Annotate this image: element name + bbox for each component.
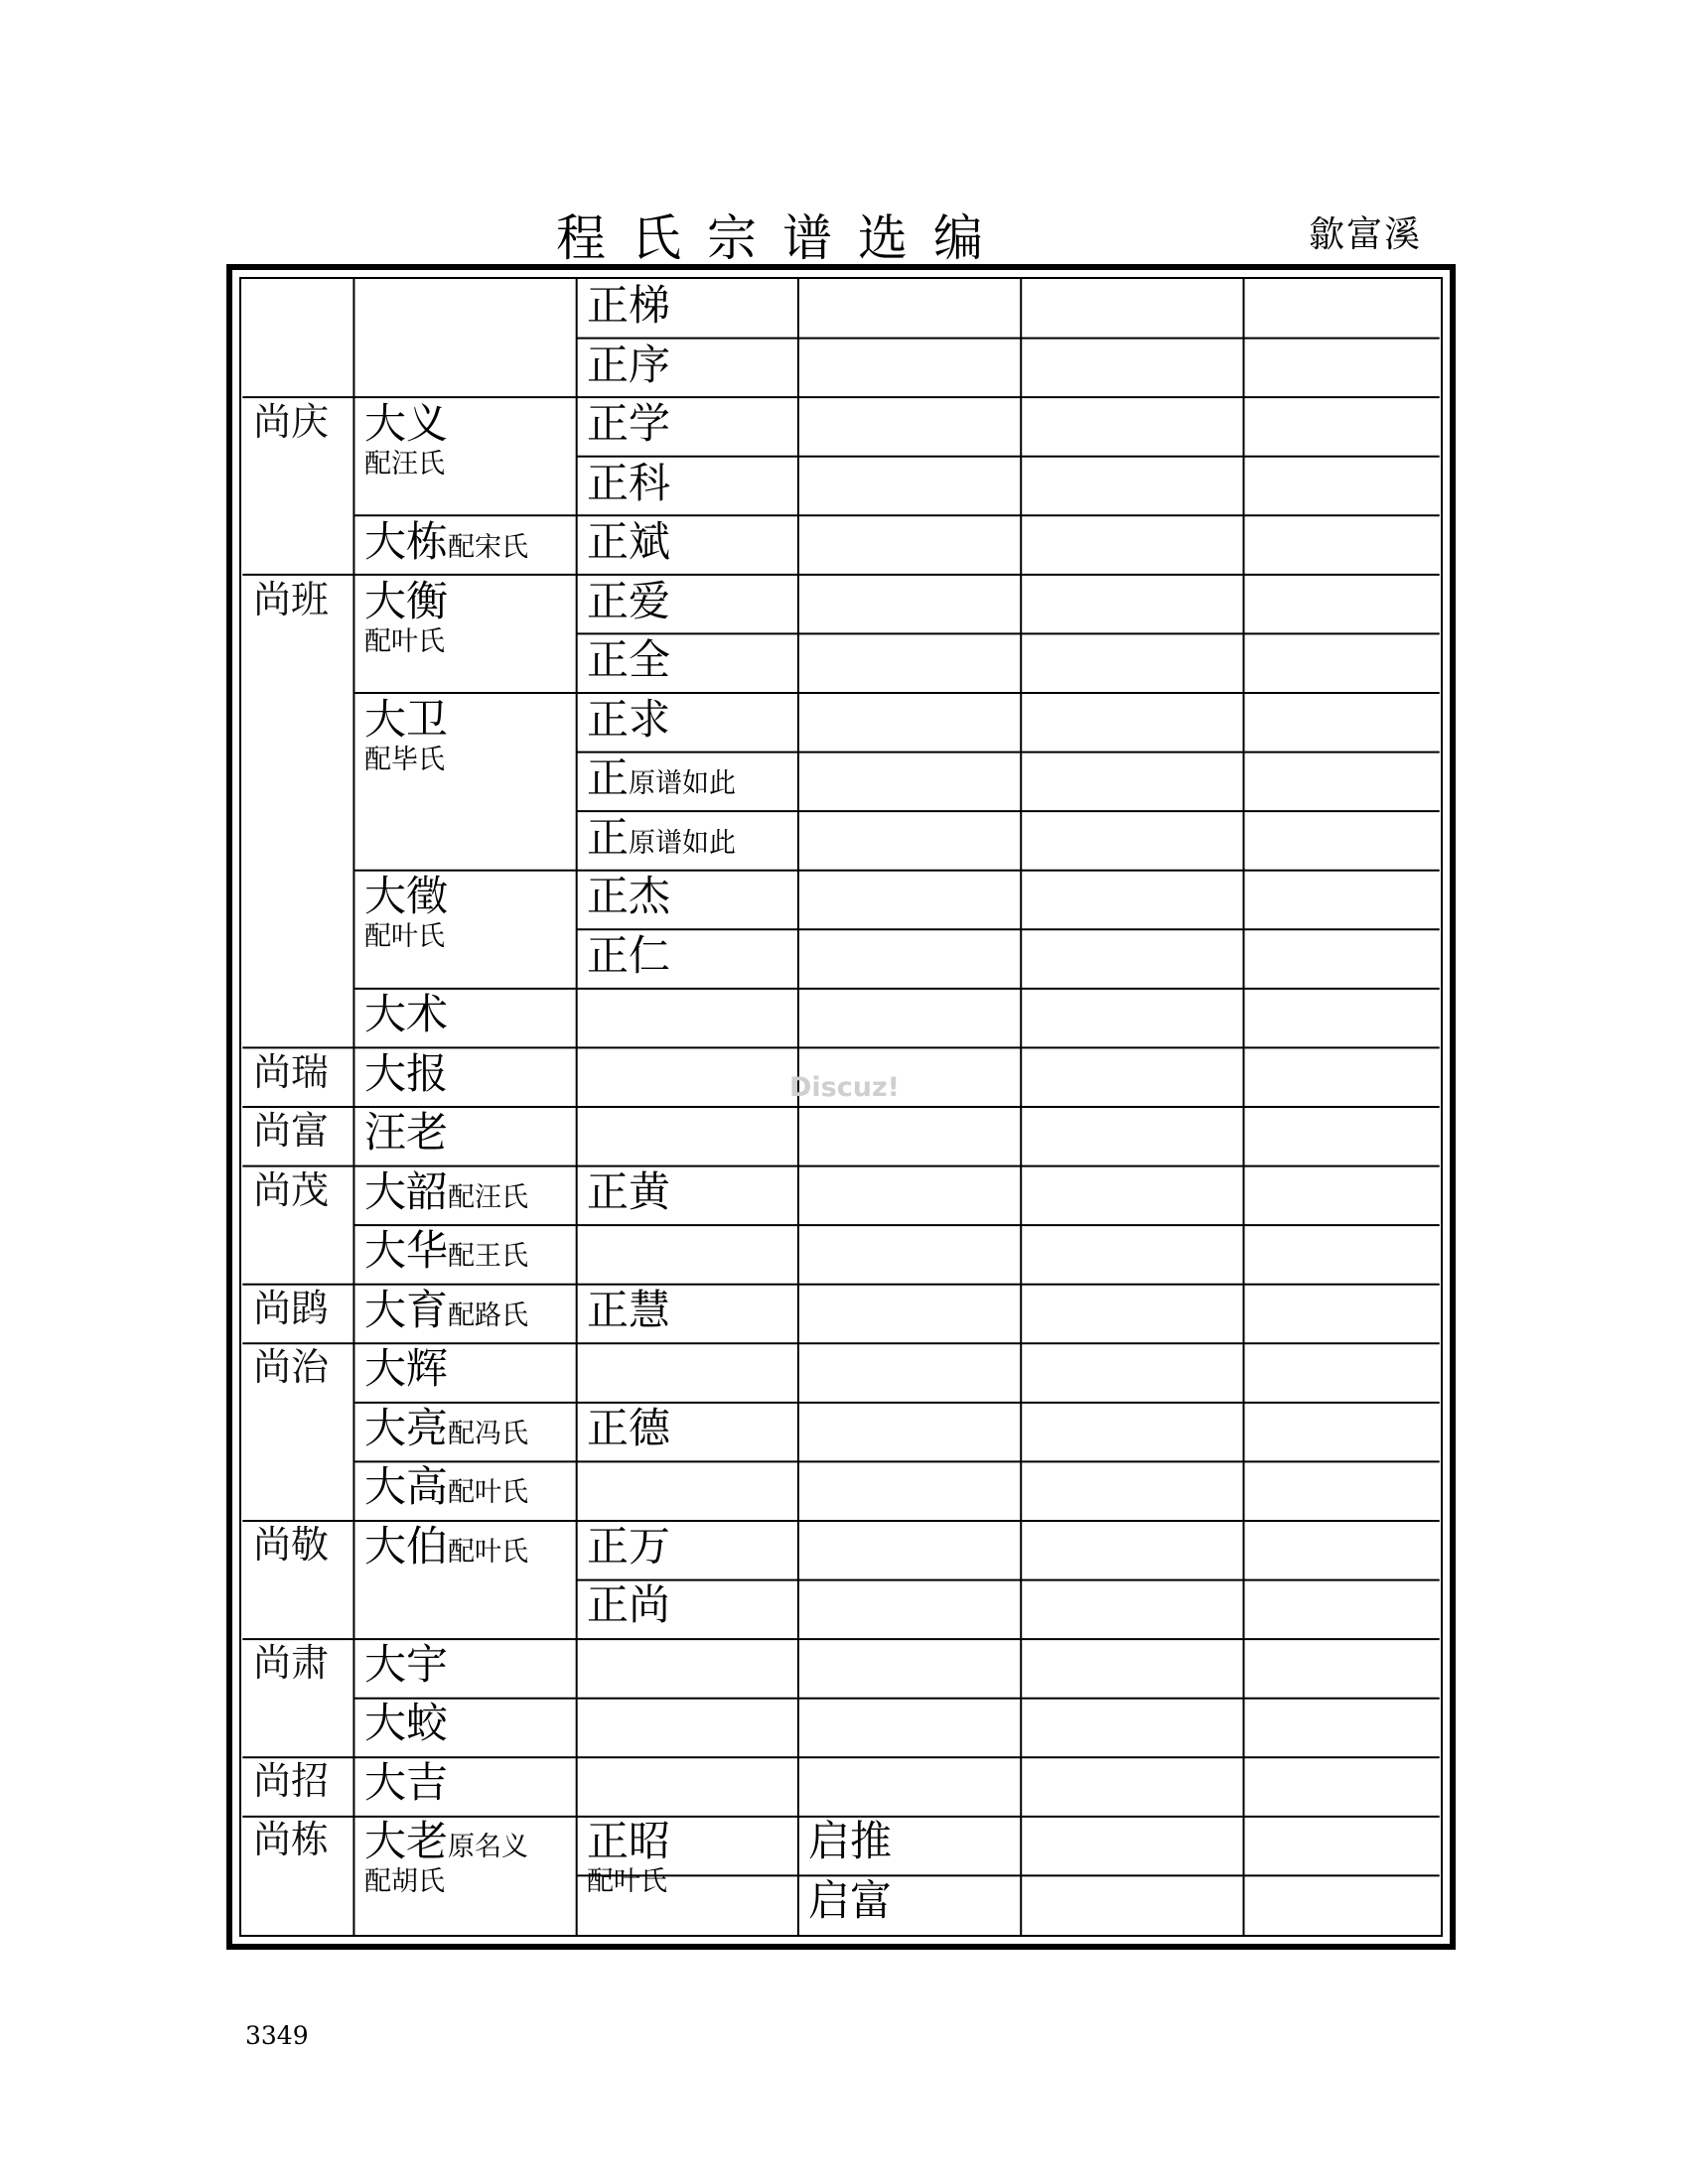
son-name-cell (364, 872, 449, 952)
father-name: 尚富 (253, 1109, 330, 1153)
son-name: 大韶 (364, 1166, 449, 1216)
father-name: 尚治 (253, 1345, 330, 1389)
father-name: 尚敬 (253, 1522, 330, 1567)
father-name: 尚班 (253, 577, 330, 621)
grandson-name: 正序 (587, 340, 671, 389)
great-grandson-name: 启推 (808, 1817, 893, 1865)
son-spouse: 配胡氏 (364, 1866, 445, 1897)
grandson-name: 正爱 (587, 576, 671, 625)
son-name: 大老 (364, 1817, 449, 1865)
grandson-name-cell (587, 635, 671, 684)
son-name-cell (364, 1048, 449, 1098)
son-name: 大高 (364, 1462, 449, 1511)
son-spouse: 配汪氏 (364, 449, 445, 479)
grandson-name-cell (587, 1403, 671, 1452)
son-name-cell (364, 1757, 449, 1807)
son-annotation: 原名义 (448, 1832, 529, 1862)
son-name: 大术 (364, 990, 449, 1038)
son-spouse: 配毕氏 (364, 744, 445, 775)
grandson-name: 正黄 (587, 1166, 671, 1216)
son-name-cell (364, 1344, 449, 1393)
grandson-name-cell (587, 1166, 671, 1216)
father-name: 尚栋 (253, 1818, 330, 1861)
father-name-cell (253, 1345, 330, 1389)
son-name-cell (364, 1699, 449, 1747)
son-name-cell (364, 1639, 449, 1689)
father-name-cell (253, 1522, 330, 1567)
grandson-name-cell (587, 872, 671, 920)
grandson-name-cell (587, 1285, 671, 1334)
grandson-name: 正梯 (587, 281, 671, 330)
father-name: 尚瑞 (253, 1049, 330, 1094)
son-name: 大辉 (364, 1344, 449, 1393)
son-name: 大华 (364, 1226, 449, 1275)
son-annotation: 配汪氏 (448, 1181, 529, 1213)
son-name-cell (364, 1166, 529, 1216)
son-name-cell (364, 517, 529, 566)
grandson-name: 正万 (587, 1521, 671, 1570)
son-name: 大蛟 (364, 1699, 449, 1747)
grandson-name-cell (587, 930, 671, 980)
grandson-name: 正仁 (587, 930, 671, 980)
son-spouse: 配叶氏 (364, 625, 445, 657)
grandson-name: 正德 (587, 1403, 671, 1452)
grandson-name-cell (587, 812, 737, 862)
son-name-cell (364, 576, 449, 657)
watermark: Discuz! (789, 1072, 900, 1103)
son-name: 大卫 (364, 694, 449, 744)
son-name: 大栋 (364, 517, 449, 566)
grandson-name-cell (587, 753, 737, 802)
grandson-name: 正学 (587, 399, 671, 448)
grandson-name-cell (587, 1580, 671, 1629)
great-grandson-name-cell (808, 1817, 893, 1865)
son-name: 大亮 (364, 1403, 449, 1452)
son-annotation: 配路氏 (448, 1299, 529, 1331)
grandson-name-cell (587, 281, 671, 330)
son-name-cell (364, 1403, 529, 1452)
grandson-name: 正慧 (587, 1285, 671, 1334)
page-subtitle: 歙富溪 (1309, 214, 1423, 255)
genealogy-table (239, 277, 1443, 1937)
son-spouse: 配叶氏 (364, 921, 445, 952)
son-name: 汪老 (364, 1108, 449, 1157)
father-name: 尚庆 (253, 400, 330, 444)
son-name: 大育 (364, 1285, 449, 1334)
father-name-cell (253, 1167, 330, 1212)
grandson-annotation: 原谱如此 (629, 768, 737, 799)
father-name-cell (253, 1640, 330, 1685)
son-name-cell (364, 399, 449, 479)
grandson-name: 正昭 (587, 1817, 671, 1865)
grandson-name: 正全 (587, 635, 671, 684)
son-name: 大徵 (364, 872, 449, 920)
grandson-name: 正斌 (587, 517, 671, 566)
son-name: 大吉 (364, 1757, 449, 1807)
son-name: 大报 (364, 1048, 449, 1098)
page-title: 程氏宗谱选编 (556, 209, 1009, 267)
father-name-cell (253, 1758, 330, 1803)
grandson-name-cell (587, 694, 671, 744)
grandson-name: 正 (587, 753, 630, 802)
grandson-spouse: 配叶氏 (587, 1866, 667, 1897)
son-name-cell (364, 990, 449, 1038)
father-name-cell (253, 577, 330, 621)
father-name-cell (253, 400, 330, 444)
son-name-cell (364, 1285, 529, 1334)
son-name-cell (364, 694, 449, 775)
grandson-name: 正求 (587, 694, 671, 744)
grandson-name-cell (587, 517, 671, 566)
father-name: 尚鹍 (253, 1286, 330, 1330)
grandson-name-cell (587, 1817, 671, 1897)
grandson-name: 正科 (587, 458, 671, 507)
son-name-cell (364, 1108, 449, 1157)
son-annotation: 配宋氏 (448, 532, 529, 563)
grandson-name-cell (587, 576, 671, 625)
genealogy-table-frame (226, 264, 1456, 1950)
father-name: 尚茂 (253, 1167, 330, 1212)
son-annotation: 配叶氏 (448, 1536, 529, 1568)
father-name: 尚招 (253, 1758, 330, 1803)
grandson-name-cell (587, 340, 671, 389)
son-name-cell (364, 1817, 529, 1897)
page-number: 3349 (245, 2021, 309, 2050)
son-name-cell (364, 1521, 529, 1570)
father-name-cell (253, 1049, 330, 1094)
great-grandson-name-cell (808, 1875, 893, 1925)
grandson-name: 正尚 (587, 1580, 671, 1629)
son-name: 大衡 (364, 576, 449, 625)
father-name-cell (253, 1286, 330, 1330)
grandson-name: 正 (587, 812, 630, 862)
father-name-cell (253, 1109, 330, 1153)
son-name-cell (364, 1462, 529, 1511)
grandson-name-cell (587, 1521, 671, 1570)
son-annotation: 配王氏 (448, 1241, 529, 1272)
son-name-cell (364, 1226, 529, 1275)
grandson-annotation: 原谱如此 (629, 827, 737, 859)
father-name: 尚肃 (253, 1640, 330, 1685)
son-annotation: 配冯氏 (448, 1418, 529, 1449)
great-grandson-name: 启富 (808, 1875, 893, 1925)
grandson-name-cell (587, 399, 671, 448)
son-name: 大伯 (364, 1521, 449, 1570)
grandson-name: 正杰 (587, 872, 671, 920)
son-name: 大义 (364, 399, 449, 448)
son-annotation: 配叶氏 (448, 1477, 529, 1508)
grandson-name-cell (587, 458, 671, 507)
father-name-cell (253, 1818, 330, 1861)
son-name: 大宇 (364, 1639, 449, 1689)
